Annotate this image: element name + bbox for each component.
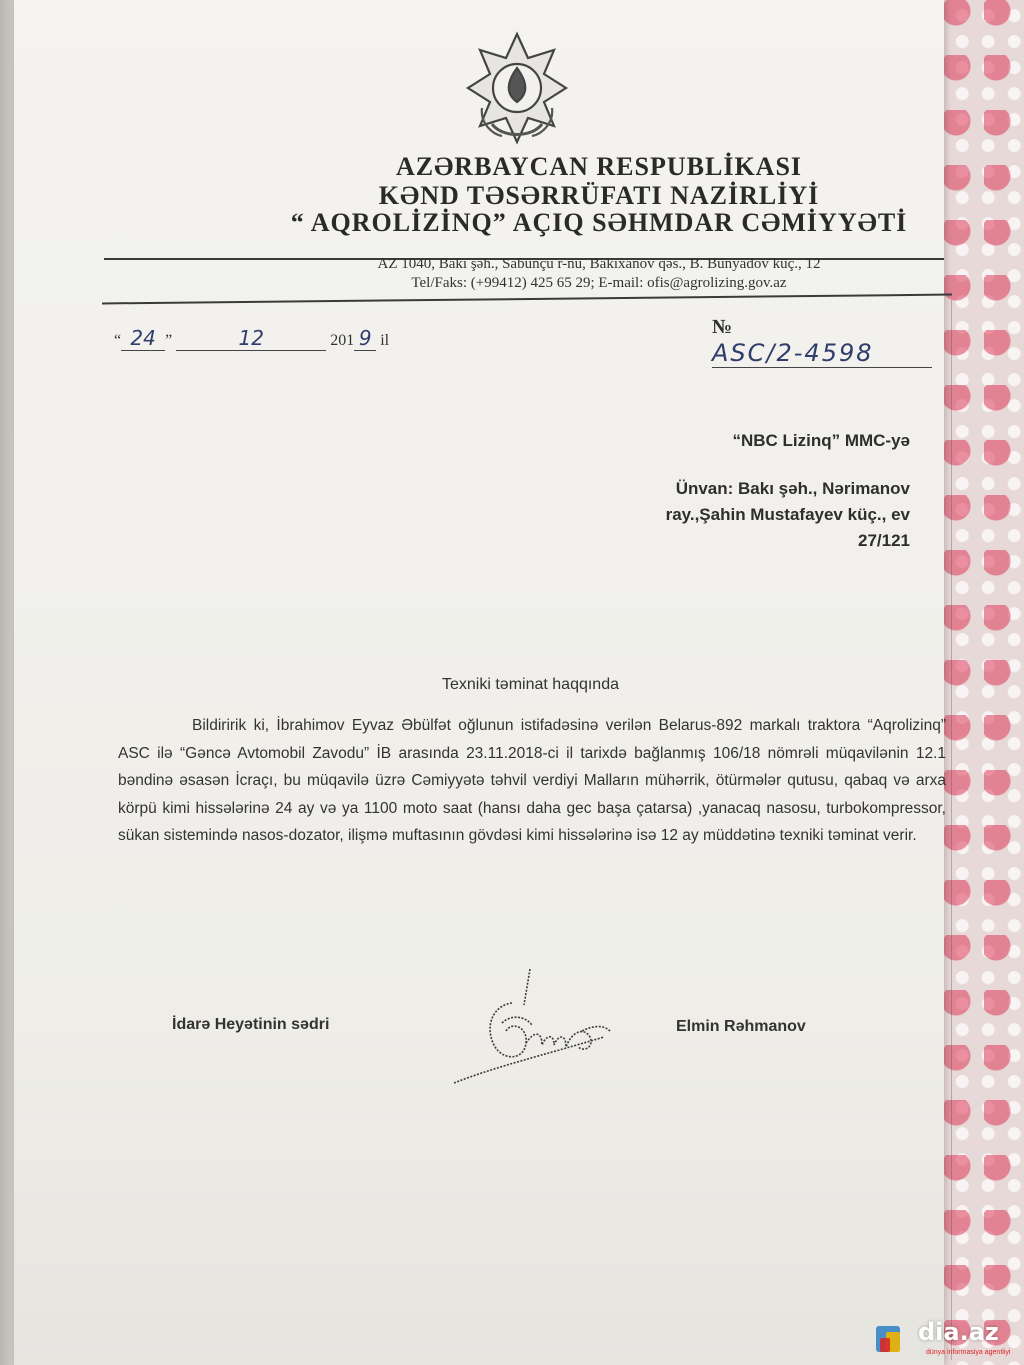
watermark-tagline: dünya informasiya agentliyi: [926, 1349, 1011, 1356]
watermark-site: dia.az: [918, 1318, 999, 1346]
number-value: ASC/2-4598: [712, 339, 932, 368]
letter-subject: Texniki təminat haqqında: [442, 676, 619, 693]
recipient-address-line1: Ünvan: Bakı şəh., Nərimanov: [675, 479, 910, 498]
letterhead-address: AZ 1040, Bakı şəh., Sabunçu r-nu, Bakıxanov qəs., B. Bünyadov küç., 12: [377, 256, 821, 272]
signatory-name: Elmin Rəhmanov: [676, 1018, 806, 1035]
recipient-address-line3: 27/121: [858, 531, 910, 550]
letter-body: Bildiririk ki, İbrahimov Eyvaz Əbülfət oğlunun istifadəsinə verilən Belarus-892 markalı traktora “Aqrolizinq” ASC ilə “Gəncə Avtomobil Zavodu” İB arasında 23.11.2018-ci il tarixdə bağlanmış 106/18 nömrəli müqavilənin 12.1 bəndinə əsasən İcraçı, bu müqavilə üzrə Cəmiyyətə təhvil verdiyi Malların mühərrik, ötürmələr qutusu, qabaq və arxa körpü kimi hissələrinə 24 ay və ya 1100 moto saat (hansı daha gec başa çatarsa) ,yanacaq nasosu, turbokompressor, sükan sistemində nasos-dozator, ilişmə muftasının gövdəsi kimi hissələrinə isə 12 ay müddətinə texniki təminat verir.: [118, 717, 946, 844]
date-open-quote: “: [114, 332, 122, 349]
date-year-digit: 9: [354, 326, 376, 351]
signatory-position: İdarə Heyətinin sədri: [172, 1016, 330, 1033]
fold-line: [951, 300, 952, 1360]
date-line: [114, 326, 389, 351]
number-symbol: №: [712, 316, 733, 338]
document-number: [712, 316, 944, 368]
date-close-quote: ”: [165, 332, 173, 349]
date-suffix: il: [380, 332, 390, 349]
recipient-address-line2: ray.,Şahin Mustafayev küç., ev: [665, 505, 910, 524]
letterhead-line3: “ AQROLİZİNQ” AÇIQ SƏHMDAR CƏMİYYƏTİ: [290, 208, 908, 237]
date-year-prefix: 201: [330, 332, 355, 349]
letterhead-bottom-rule: [102, 294, 952, 305]
recipient-name: “NBC Lizinq” MMC-yə: [732, 431, 910, 450]
date-day: 24: [121, 326, 165, 351]
letterhead-contacts: Tel/Faks: (+99412) 425 65 29; E-mail: ofis@agrolizing.gov.az: [411, 275, 787, 291]
recipient-address: [450, 476, 910, 554]
date-month: 12: [176, 326, 326, 351]
letter-page: [14, 0, 944, 1365]
state-emblem-icon: [462, 28, 572, 148]
letterhead-line1: AZƏRBAYCAN RESPUBLİKASI: [395, 152, 803, 181]
letterhead-line2: KƏND TƏSƏRRÜFATI NAZİRLİYİ: [378, 181, 820, 210]
signature-icon: [454, 965, 654, 1085]
